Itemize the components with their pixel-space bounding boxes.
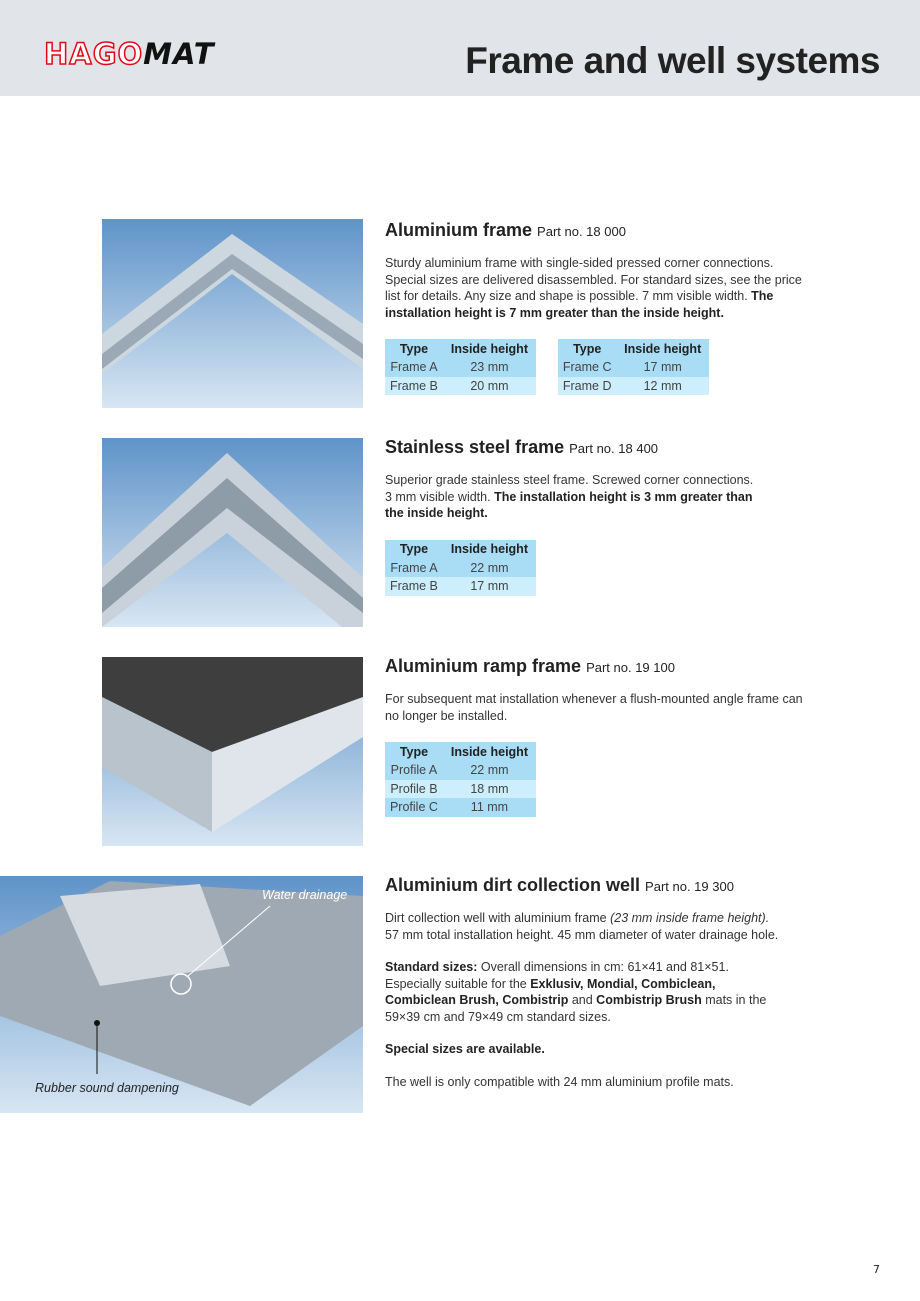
logo-part-1: HAGO [44,37,144,71]
part-number: Part no. 18 000 [537,224,626,239]
table-cell: 17 mm [443,577,536,596]
description: For subsequent mat installation whenever a flush-mounted angle frame can no longer be installed. [385,692,803,723]
standard-sizes: Standard sizes: Overall dimensions in cm: 61×41 and 81×51. Especially suitable for the Exklusiv, Mondial, Combiclean, Combiclean Brush, Combistrip and Combistrip Brush mats in the 59×39 cm and 79×49 cm standard sizes. [385,960,767,1024]
description-bold: The installation height is 3 mm greater than the inside height. [385,489,753,520]
table-cell: 22 mm [443,559,536,578]
table-cell: 23 mm [443,358,536,377]
rubber-dampening-label: Rubber sound dampening [35,1081,179,1095]
section-dirt-collection-well [385,875,785,1090]
table-cell: 18 mm [443,780,536,799]
table-cell: Profile B [385,780,443,799]
section-aluminium-frame [385,220,805,395]
stainless-steel-frame-image [102,438,363,627]
compatibility-note: The well is only compatible with 24 mm aluminium profile mats. [385,1074,734,1089]
page-number: 7 [873,1263,880,1276]
section-stainless-steel-frame [385,437,755,596]
logo-part-2: MAT [143,37,215,71]
size-table [385,339,536,395]
table-cell: 20 mm [443,377,536,396]
description: Dirt collection well with aluminium frame (23 mm inside frame height). 57 mm total installation height. 45 mm diameter of water drainage hole. [385,911,779,942]
size-table [385,540,536,596]
description: Superior grade stainless steel frame. Screwed corner connections. 3 mm visible width. [385,473,754,504]
table-cell: 17 mm [616,358,709,377]
dirt-collection-well-image [0,876,363,1113]
description: Sturdy aluminium frame with single-sided pressed corner connections. Special sizes are delivered disassembled. For standard sizes, see the price list for details. Any size and shape is possible. 7 mm visible width. [385,256,802,303]
table-cell: 12 mm [616,377,709,396]
table-header: Inside height [616,339,709,358]
table-header: Type [385,742,443,761]
table-header: Type [385,339,443,358]
table-cell: Profile C [385,798,443,817]
table-cell: 22 mm [443,761,536,780]
part-number: Part no. 19 100 [586,660,675,675]
table-cell: Frame C [558,358,616,377]
page-title: Frame and well systems [465,40,880,81]
table-header: Inside height [443,742,536,761]
section-aluminium-ramp-frame [385,656,805,817]
table-cell: Frame D [558,377,616,396]
hagomat-logo [44,37,215,71]
part-number: Part no. 18 400 [569,441,659,456]
table-header: Inside height [443,540,536,559]
section-title: Aluminium dirt collection well [385,875,641,895]
table-cell: Frame A [385,559,443,578]
table-cell: 11 mm [443,798,536,817]
table-cell: Frame A [385,358,443,377]
table-header: Type [385,540,443,559]
size-table [385,742,536,817]
page-header [0,0,920,96]
description-bold: The installation height is 7 mm greater than the inside height. [385,289,774,320]
table-header: Type [558,339,616,358]
section-title: Aluminium ramp frame [385,656,582,676]
aluminium-ramp-frame-image [102,657,363,846]
part-number: Part no. 19 300 [645,879,734,894]
section-title: Aluminium frame [385,220,533,240]
special-sizes-note: Special sizes are available. [385,1042,545,1056]
size-table [558,339,709,395]
table-cell: Profile A [385,761,443,780]
water-drainage-label: Water drainage [262,888,348,902]
table-cell: Frame B [385,577,443,596]
table-cell: Frame B [385,377,443,396]
aluminium-frame-image [102,219,363,408]
table-header: Inside height [443,339,536,358]
section-title: Stainless steel frame [385,437,565,457]
